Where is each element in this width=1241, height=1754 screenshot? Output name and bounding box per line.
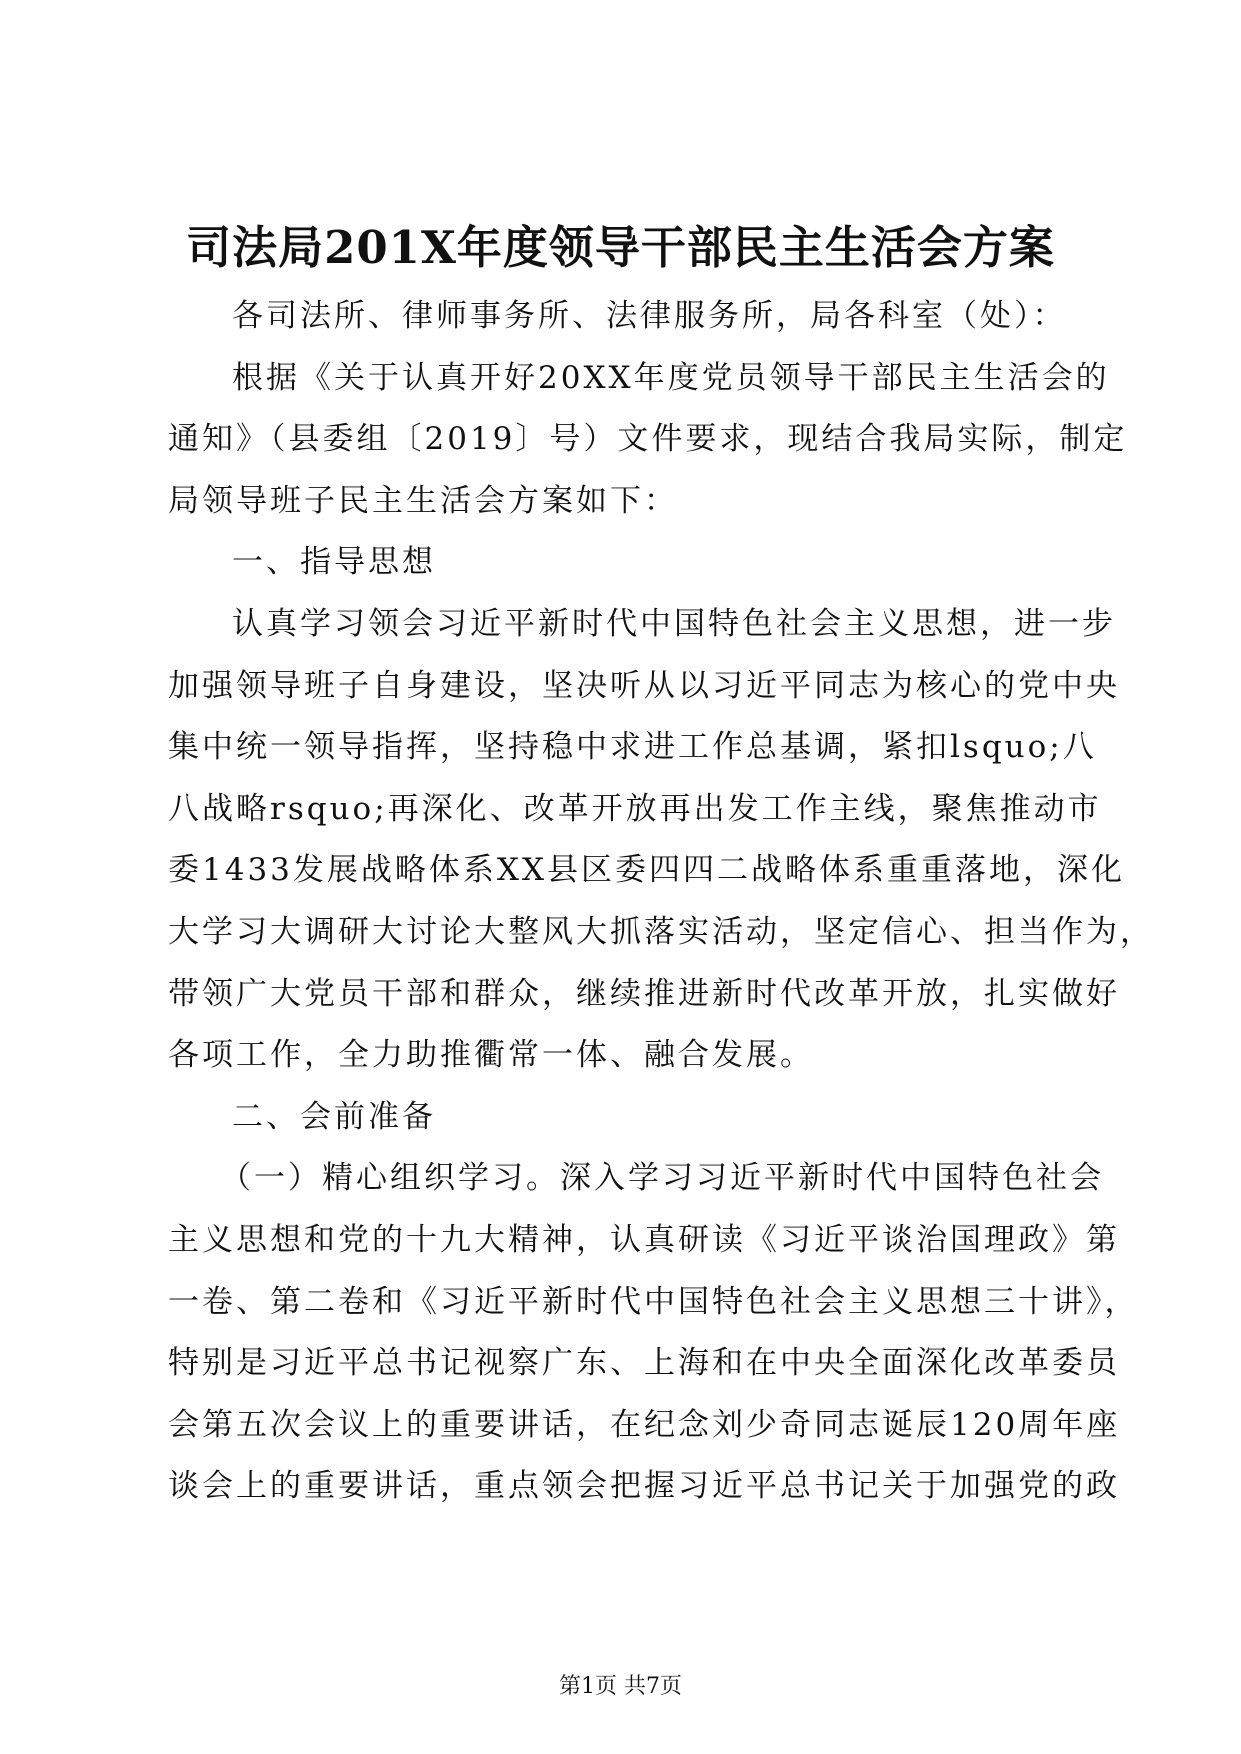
page-footer: 第1页 共7页 <box>559 1674 682 1699</box>
paragraph-line: 大学习大调研大讨论大整风大抓落实活动，坚定信心、担当作为， <box>168 913 1154 950</box>
paragraph-line: 会第五次会议上的重要讲话，在纪念刘少奇同志诞辰120周年座 <box>168 1406 1121 1443</box>
section-heading: 二、会前准备 <box>232 1098 436 1135</box>
document-body <box>168 286 1154 1518</box>
paragraph-line: 谈会上的重要讲话，重点领会把握习近平总书记关于加强党的政 <box>168 1468 1120 1505</box>
paragraph-line: 通知》（县委组〔2019〕号）文件要求，现结合我局实际，制定 <box>168 421 1128 458</box>
paragraph-line: 局领导班子民主生活会方案如下： <box>168 482 678 519</box>
paragraph-line: 一卷、第二卷和《习近平新时代中国特色社会主义思想三十讲》， <box>168 1283 1139 1320</box>
paragraph-line: 根据《关于认真开好20XX年度党员领导干部民主生活会的 <box>232 359 1110 396</box>
paragraph-line: 八战略rsquo;再深化、改革开放再出发工作主线，聚焦推动市 <box>168 790 1102 827</box>
paragraph-line: 主义思想和党的十九大精神，认真研读《习近平谈治国理政》第 <box>168 1221 1120 1258</box>
paragraph-line: （一）精心组织学习。深入学习习近平新时代中国特色社会 <box>220 1160 1104 1197</box>
paragraph-line: 委1433发展战略体系XX县区委四四二战略体系重重落地，深化 <box>168 852 1126 889</box>
paragraph-line: 集中统一领导指挥，坚持稳中求进工作总基调，紧扣lsquo;八 <box>168 729 1097 766</box>
paragraph-line: 加强领导班子自身建设，坚决听从以习近平同志为核心的党中央 <box>168 667 1120 704</box>
salutation-line: 各司法所、律师事务所、法律服务所，局各科室（处）： <box>232 298 1067 334</box>
document-title: 司法局201X年度领导干部民主生活会方案 <box>186 221 1055 274</box>
paragraph-line: 带领广大党员干部和群众，继续推进新时代改革开放，扎实做好 <box>168 975 1120 1012</box>
paragraph-line: 各项工作，全力助推衢常一体、融合发展。 <box>168 1037 814 1074</box>
section-heading: 一、指导思想 <box>232 544 436 581</box>
paragraph-line: 特别是习近平总书记视察广东、上海和在中央全面深化改革委员 <box>168 1345 1120 1382</box>
paragraph-line: 认真学习领会习近平新时代中国特色社会主义思想，进一步 <box>232 605 1116 642</box>
